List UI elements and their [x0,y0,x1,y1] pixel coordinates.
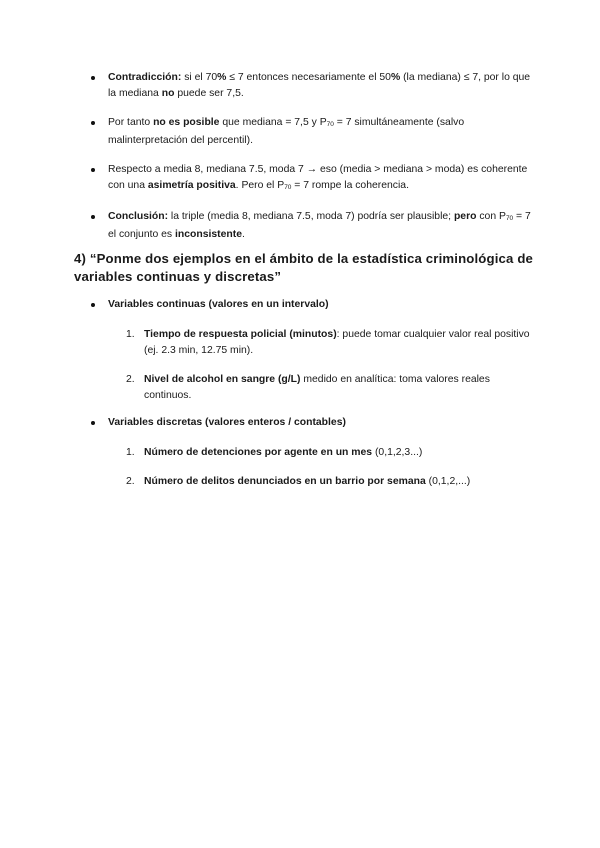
bullet-dot-icon [91,76,95,80]
bold-text: % [217,72,227,83]
text: Variables discretas (valores enteros / contables) [108,417,346,428]
text: con P [476,211,506,222]
text: (0,1,2,3...) [372,447,423,458]
text: : puede tomar cualquier valor real positivo (ej. 2.3 min, 12.75 min). [144,329,530,356]
discrete-variables-section [84,415,534,489]
percentile-subscript: 70 [505,215,514,222]
continuous-variables-section [84,297,534,403]
bullet-contradiction [84,70,532,101]
bold-text: asimetría positiva [147,179,236,191]
bullet-dot-icon [91,121,95,125]
bullet-not-possible [84,115,532,148]
text: medido en analítica: toma valores reales continuos. [144,374,490,401]
numbered-item [84,372,534,403]
bold-text: Nivel de alcohol en sangre (g/L) [144,374,301,385]
text: ≤ 7 entonces necesariamente el 50 [226,72,391,83]
bullet-dot-icon [91,421,95,425]
text: = 7 simultáneamente (salvo malinterpretación del percentil). [108,117,465,146]
text: si el 70 [181,72,218,83]
bullet-conclusion [84,209,532,242]
text: (la mediana) ≤ 7, por lo que la mediana [108,72,531,99]
numbered-item [84,445,534,461]
text: . [242,228,245,240]
percentile-subscript: 70 [326,121,334,128]
item-number: 2. [126,374,135,385]
bold-text: Contradicción: [108,72,182,83]
bullet-dot-icon [91,168,95,172]
bullet-asymmetry [84,162,532,195]
numbered-item [84,474,534,490]
text: Variables continuas (valores en un intervalo) [108,299,329,310]
question-heading: 4) “Ponme dos ejemplos en el ámbito de la estadística criminológica de variables continuas y discretas” [74,251,534,284]
discrete-variables-title [84,415,534,430]
bullet-dot-icon [91,303,95,307]
text: Respecto a media 8, mediana 7.5, moda 7 → eso (media > mediana > moda) es coherente con una [108,164,528,191]
bold-text: no es posible [153,117,220,128]
numbered-item [84,327,534,358]
text: = 7 el conjunto es [108,211,531,240]
text: = 7 rompe la coherencia. [291,179,409,191]
item-number: 1. [126,447,135,458]
bullet-dot-icon [91,215,95,219]
bold-text: Número de detenciones por agente en un mes [144,447,373,458]
bold-text: pero [453,211,477,222]
bold-text: Conclusión: [108,211,169,222]
text: Por tanto [108,117,154,128]
bold-text: Tiempo de respuesta policial (minutos) [144,329,337,340]
item-number: 1. [126,329,135,340]
bold-text: % [390,72,401,83]
text: puede ser 7,5. [174,87,244,99]
bold-text: no [161,87,175,99]
text: . Pero el P [235,179,285,191]
bold-text: Número de delitos denunciados en un barrio por semana [144,475,426,487]
percentile-subscript: 70 [284,183,292,191]
bold-text: inconsistente [175,228,242,240]
analysis-bullet-list [84,70,532,256]
text: que mediana = 7,5 y P [219,117,327,128]
text: (0,1,2,...) [425,475,471,487]
item-number: 2. [126,475,135,487]
continuous-variables-title [84,297,534,312]
text: la triple (media 8, mediana 7.5, moda 7) podría ser plausible; [168,211,454,222]
